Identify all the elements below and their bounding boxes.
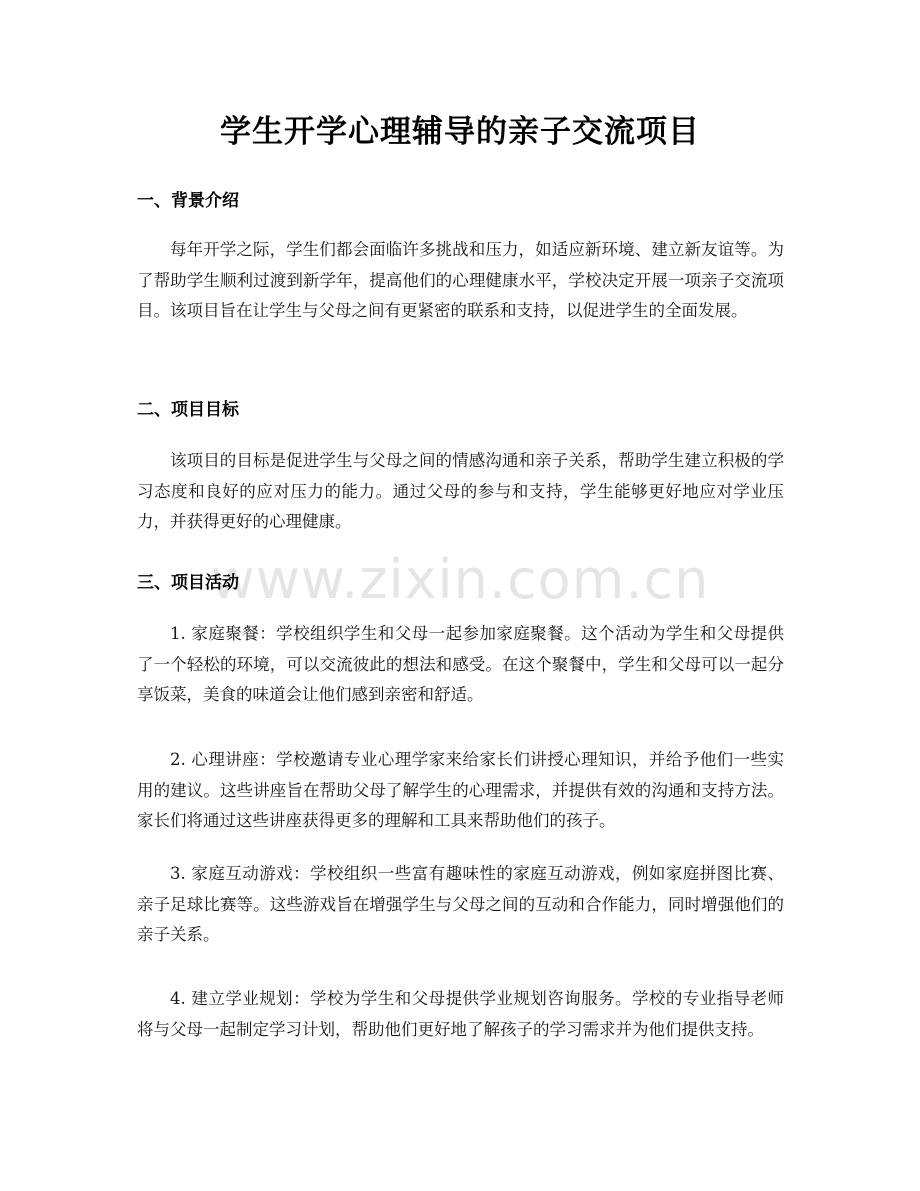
section-heading-background: 一、背景介绍 <box>137 191 239 211</box>
watermark: www.zixin.com.cn <box>210 548 710 611</box>
paragraph-background: 每年开学之际，学生们都会面临许多挑战和压力，如适应新环境、建立新友谊等。为了帮助学生顺利过渡到新学年，提高他们的心理健康水平，学校决定开展一项亲子交流项目。该项目旨在让学生与父母之间有更紧密的联系和支持，以促进学生的全面发展。 <box>137 240 784 321</box>
paragraph-goals: 该项目的目标是促进学生与父母之间的情感沟通和亲子关系，帮助学生建立积极的学习态度和良好的应对压力的能力。通过父母的参与和支持，学生能够更好地应对学业压力，并获得更好的心理健康。 <box>137 451 784 532</box>
section-heading-goals: 二、项目目标 <box>137 400 239 420</box>
document-title: 学生开学心理辅导的亲子交流项目 <box>220 114 700 150</box>
paragraph-activity-lecture: 2. 心理讲座：学校邀请专业心理学家来给家长们讲授心理知识，并给予他们一些实用的建议。这些讲座旨在帮助父母了解学生的心理需求，并提供有效的沟通和支持方法。家长们将通过这些讲座获得更多的理解和工具来帮助他们的孩子。 <box>137 750 784 831</box>
section-heading-activities: 三、项目活动 <box>137 573 239 593</box>
paragraph-activity-games: 3. 家庭互动游戏：学校组织一些富有趣味性的家庭互动游戏，例如家庭拼图比赛、亲子足球比赛等。这些游戏旨在增强学生与父母之间的互动和合作能力，同时增强他们的亲子关系。 <box>137 864 784 945</box>
paragraph-activity-planning: 4. 建立学业规划：学校为学生和父母提供学业规划咨询服务。学校的专业指导老师将与父母一起制定学习计划，帮助他们更好地了解孩子的学习需求并为他们提供支持。 <box>137 989 784 1039</box>
paragraph-activity-dinner: 1. 家庭聚餐：学校组织学生和父母一起参加家庭聚餐。这个活动为学生和父母提供了一个轻松的环境，可以交流彼此的想法和感受。在这个聚餐中，学生和父母可以一起分享饭菜，美食的味道会让他们感到亲密和舒适。 <box>137 624 784 705</box>
